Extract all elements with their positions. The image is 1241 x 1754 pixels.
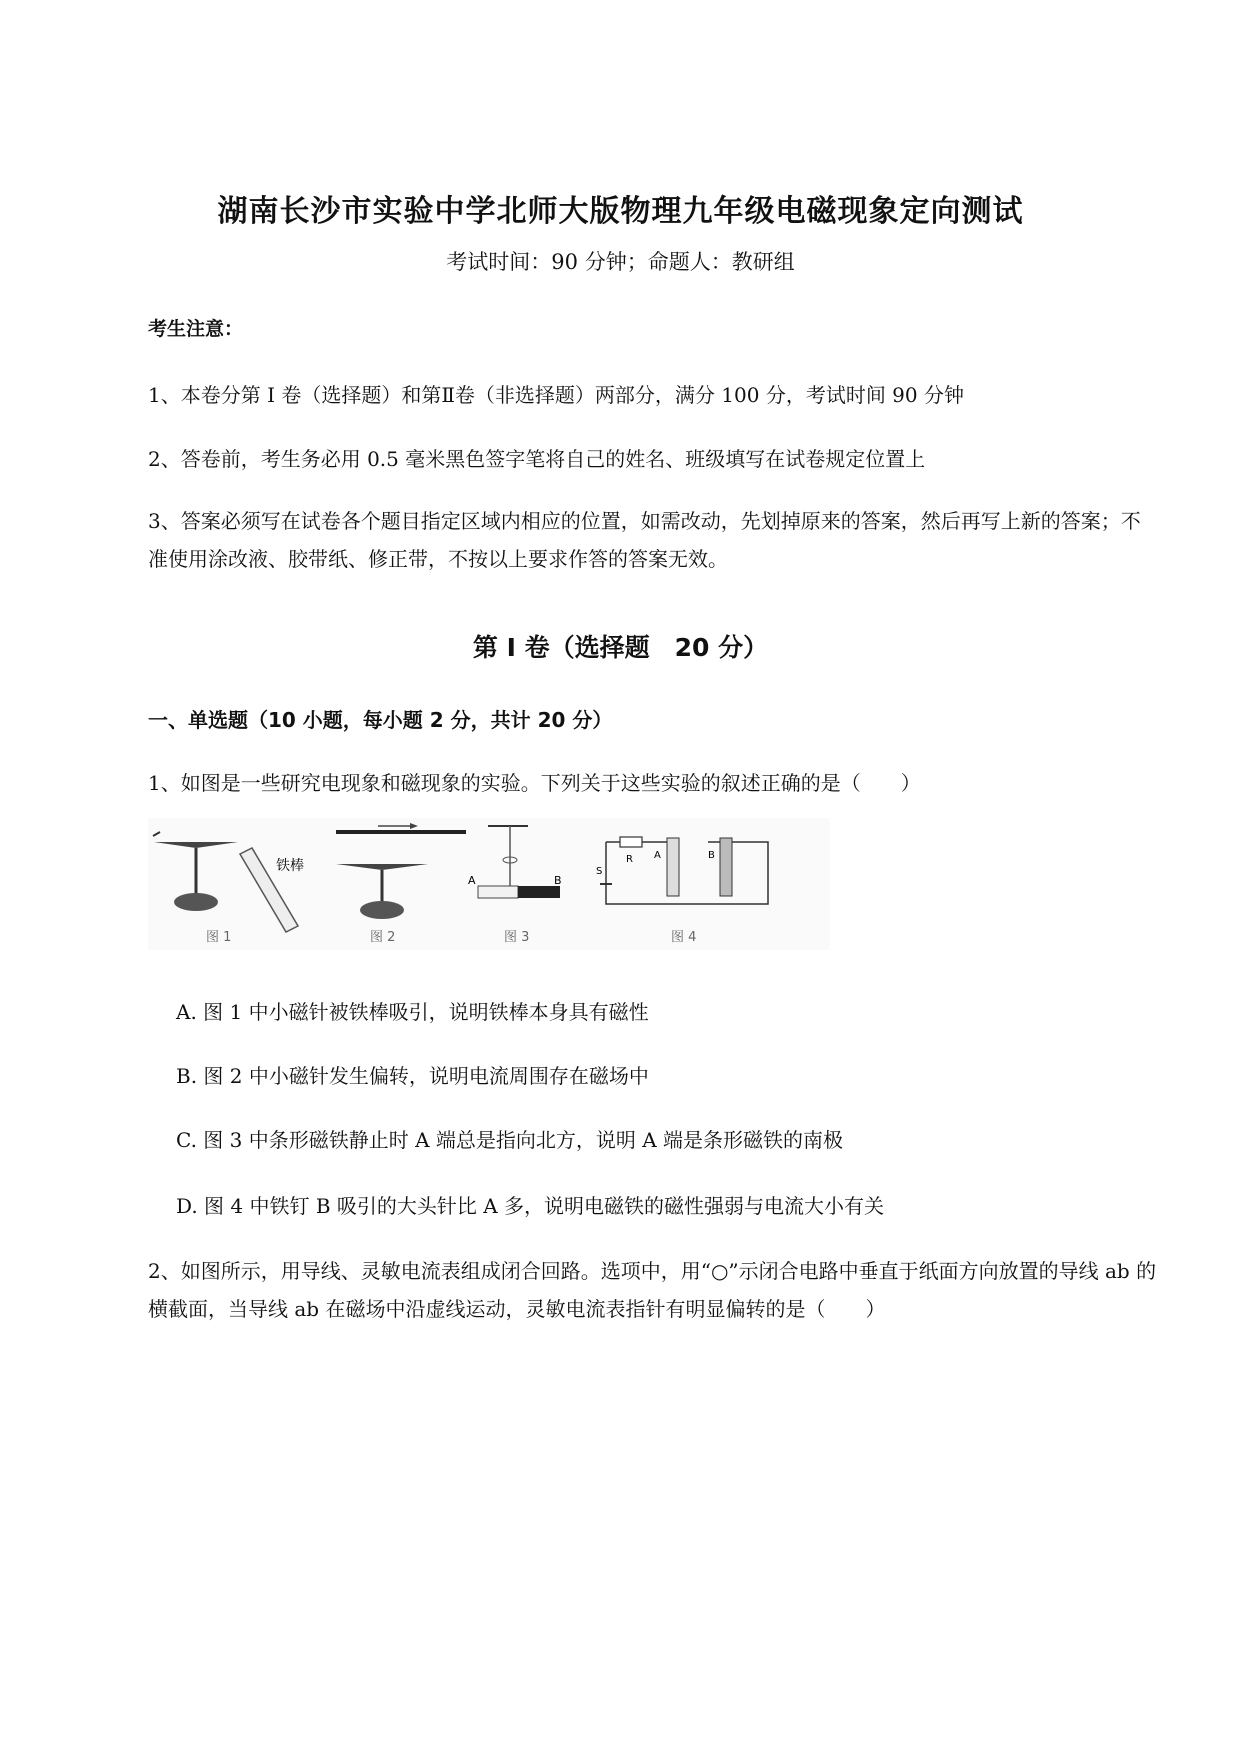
magnet-end-a: [478, 886, 518, 898]
experiment-diagram: [148, 818, 830, 950]
question-stem: 2、如图所示，用导线、灵敏电流表组成闭合回路。选项中，用“○”示闭合电路中垂直于纸面方向放置的导线 ab 的横截面，当导线 ab 在磁场中沿虚线运动，灵敏电流表指针有明显偏转的是（ ）: [148, 1259, 1157, 1321]
resistor: [620, 837, 642, 847]
label-b: B: [708, 850, 715, 861]
section-title: 第 I 卷（选择题 20 分）: [472, 633, 769, 662]
notice-heading: 考生注意：: [148, 318, 244, 340]
exam-info: 考试时间：90 分钟；命题人：教研组: [446, 250, 795, 274]
stand-base: [174, 893, 218, 911]
label-a: A: [468, 874, 476, 887]
part-heading: 一、单选题（10 小题，每小题 2 分，共计 20 分）: [148, 708, 613, 732]
figure-caption: 图 4: [671, 930, 697, 945]
label-b: B: [554, 874, 562, 887]
label-a: A: [654, 850, 661, 861]
option-a: A. 图 1 中小磁针被铁棒吸引，说明铁棒本身具有磁性: [176, 1000, 649, 1024]
option-d: D. 图 4 中铁钉 B 吸引的大头针比 A 多，说明电磁铁的磁性强弱与电流大小有关: [176, 1194, 885, 1218]
question-stem: 1、如图是一些研究电现象和磁现象的实验。下列关于这些实验的叙述正确的是（ ）: [148, 771, 921, 795]
notice-item: 3、答案必须写在试卷各个题目指定区域内相应的位置，如需改动，先划掉原来的答案，然后再写上新的答案；不准使用涂改液、胶带纸、修正带，不按以上要求作答的答案无效。: [148, 509, 1141, 571]
electromagnet-b: [720, 838, 732, 896]
stand-base: [360, 901, 404, 919]
label-s: S: [596, 866, 603, 877]
page-title: 湖南长沙市实验中学北师大版物理九年级电磁现象定向测试: [217, 194, 1024, 229]
figure-caption: 图 2: [370, 930, 396, 945]
option-b: B. 图 2 中小磁针发生偏转，说明电流周围存在磁场中: [176, 1064, 649, 1088]
magnet-end-b: [518, 886, 560, 898]
figure-caption: 图 3: [504, 930, 530, 945]
notice-item: 2、答卷前，考生务必用 0.5 毫米黑色签字笔将自己的姓名、班级填写在试卷规定位置上: [148, 447, 926, 471]
electromagnet-a: [667, 838, 679, 896]
figure-caption: 图 1: [206, 930, 232, 945]
option-c: C. 图 3 中条形磁铁静止时 A 端总是指向北方，说明 A 端是条形磁铁的南极: [176, 1128, 844, 1152]
notice-item: 1、本卷分第 I 卷（选择题）和第Ⅱ卷（非选择题）两部分，满分 100 分，考试时间 90 分钟: [148, 383, 964, 407]
label-r: R: [626, 854, 633, 865]
rod-label: 铁棒: [276, 858, 304, 874]
question-figure: [148, 818, 830, 950]
